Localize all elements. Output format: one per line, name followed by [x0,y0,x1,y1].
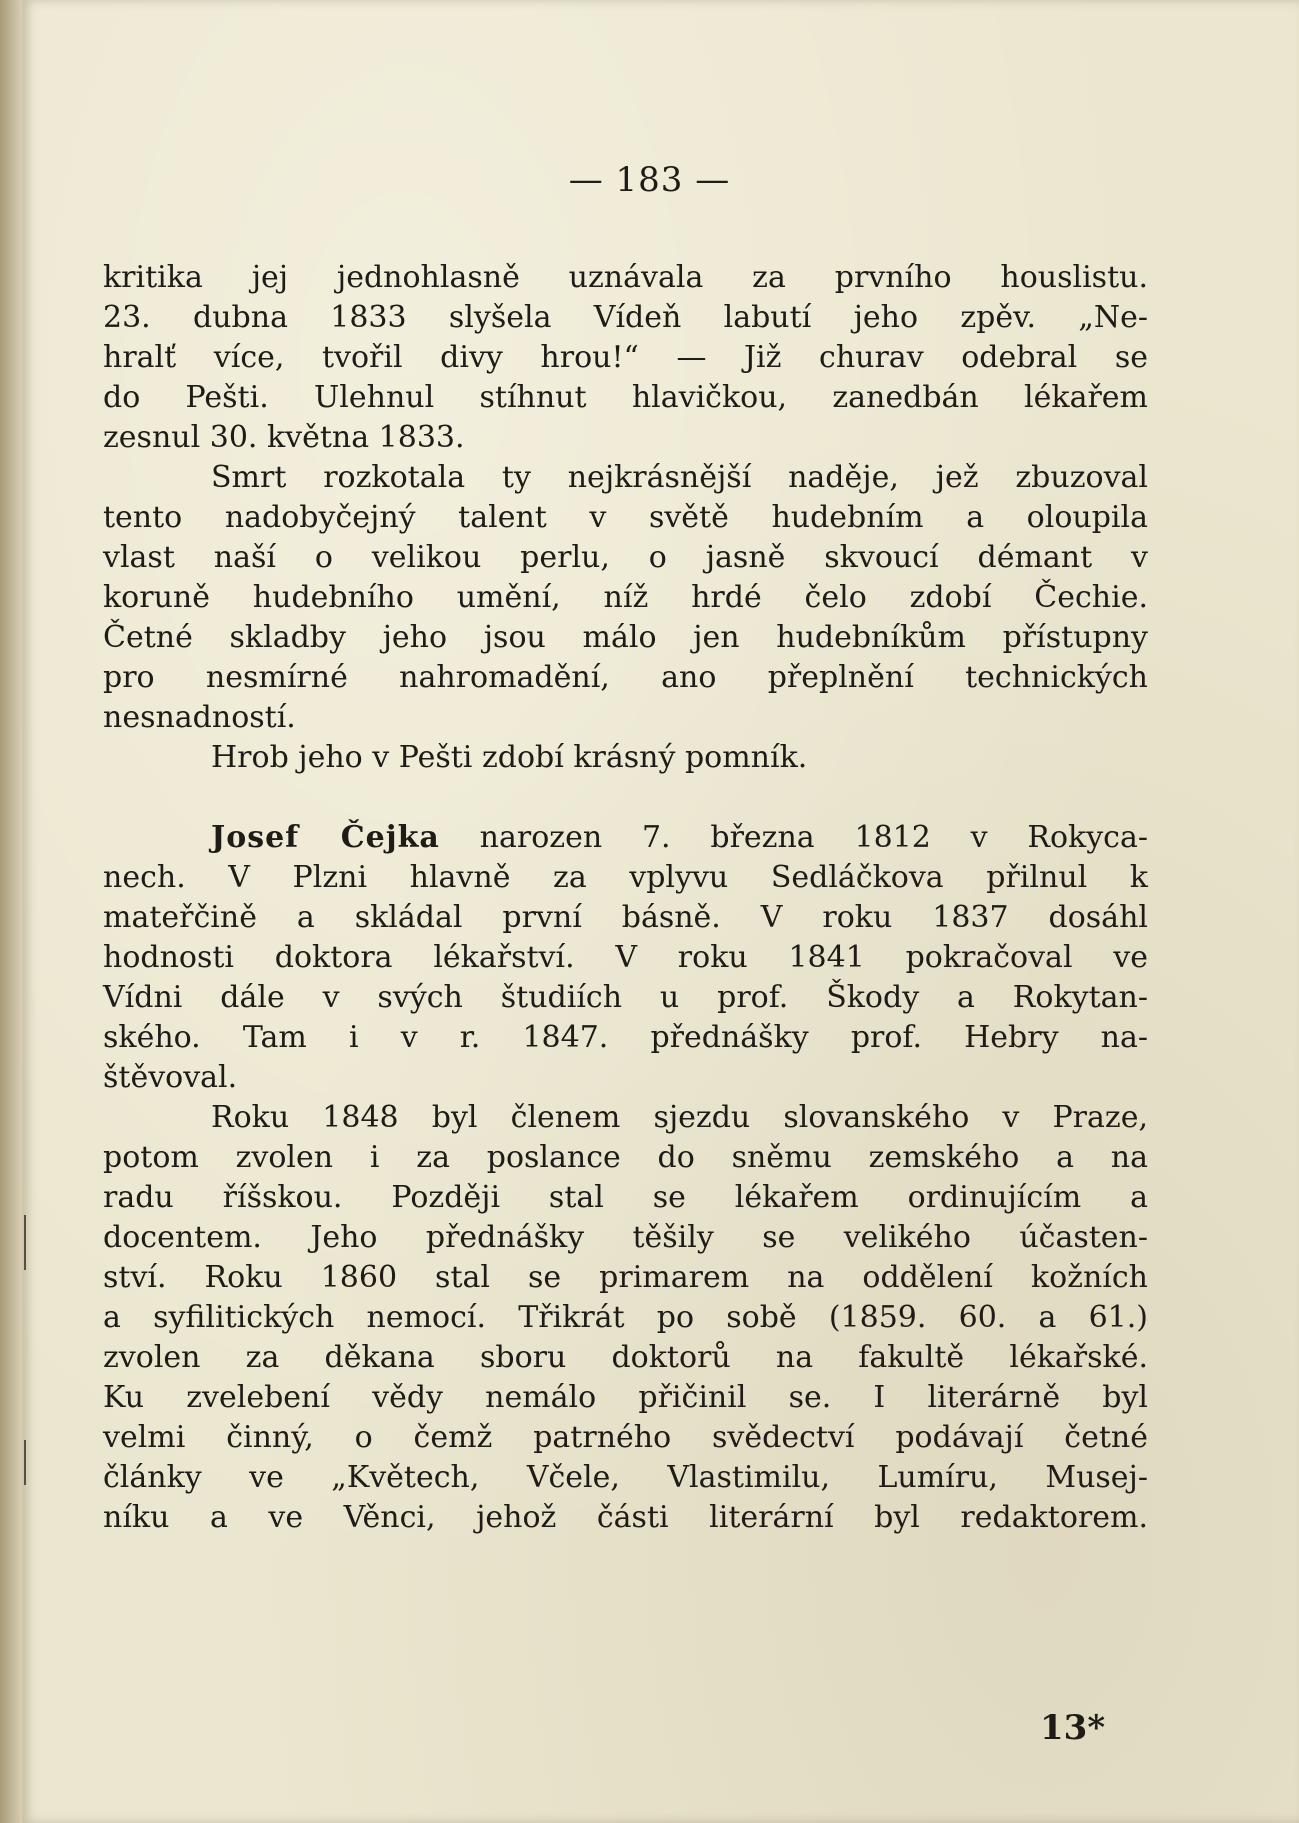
text-line: Ku zvelebení vědy nemálo přičinil se. I literárně byl [103,1380,1148,1415]
page-body [103,258,1148,1538]
text-line [103,818,1148,858]
text-line: ského. Tam i v r. 1847. přednášky prof. Hebry na- [103,1020,1148,1055]
paragraph [103,258,1148,458]
text-line: tento nadobyčejný talent v světě hudebním a oloupila [103,500,1148,535]
paragraph [103,1098,1148,1538]
signature-mark: 13* [1040,1708,1106,1748]
text-line: 23. dubna 1833 slyšela Vídeň labutí jeho zpěv. „Ne- [103,300,1148,335]
text-line: docentem. Jeho přednášky těšily se velikého účasten- [103,1220,1148,1255]
paragraph [103,458,1148,738]
page-edge-mark [24,1215,26,1270]
person-name: Josef Čejka [211,820,440,855]
text-line: štěvoval. [103,1060,238,1095]
text-line: níku a ve Věnci, jehož části literární byl redaktorem. [103,1500,1148,1535]
text-line: koruně hudebního umění, níž hrdé čelo zdobí Čechie. [103,580,1148,615]
text-line: Četné skladby jeho jsou málo jen hudebníkům přístupny [103,620,1148,655]
text-line: zvolen za děkana sboru doktorů na fakultě lékařské. [103,1340,1148,1375]
text-line: vlast naší o velikou perlu, o jasně skvoucí démant v [103,540,1148,575]
paragraph-gap [103,778,1148,818]
text-line: potom zvolen i za poslance do sněmu zemského a na [103,1140,1148,1175]
book-gutter [0,0,22,1823]
text-line: pro nesmírné nahromadění, ano přeplnění technických [103,660,1148,695]
text-span: narozen 7. března 1812 v Rokyca- [479,820,1148,855]
text-line: Vídni dále v svých študiích u prof. Škody a Rokytan- [103,980,1148,1015]
text-line: zesnul 30. května 1833. [103,420,465,455]
text-line: do Pešti. Ulehnul stíhnut hlavičkou, zanedbán lékařem [103,380,1148,415]
text-line: nesnadností. [103,700,296,735]
text-line: nech. V Plzni hlavně za vplyvu Sedláčkova přilnul k [103,860,1148,895]
text-line: a syfilitických nemocí. Třikrát po sobě (1859. 60. a 61.) [103,1300,1148,1335]
text-line: ství. Roku 1860 stal se primarem na oddělení kožních [103,1260,1148,1295]
text-line: velmi činný, o čemž patrného svědectví podávají četné [103,1420,1148,1455]
text-line: Roku 1848 byl členem sjezdu slovanského v Praze, [211,1100,1148,1135]
paragraph [103,738,1148,778]
text-line: radu říšskou. Později stal se lékařem ordinujícím a [103,1180,1148,1215]
text-line: kritika jej jednohlasně uznávala za prvního houslistu. [103,260,1148,295]
text-line: hralť více, tvořil divy hrou!“ — Již churav odebral se [103,340,1148,375]
page-edge-mark [24,1440,26,1485]
text-line: Hrob jeho v Pešti zdobí krásný pomník. [211,740,808,775]
text-line: mateřčině a skládal první básně. V roku 1837 dosáhl [103,900,1148,935]
paragraph [103,818,1148,1098]
text-line: Smrt rozkotala ty nejkrásnější naděje, jež zbuzoval [211,460,1148,495]
page-number: — 183 — [568,160,731,200]
text-line: články ve „Květech, Včele, Vlastimilu, Lumíru, Musej- [103,1460,1148,1495]
text-line: hodnosti doktora lékařství. V roku 1841 pokračoval ve [103,940,1148,975]
